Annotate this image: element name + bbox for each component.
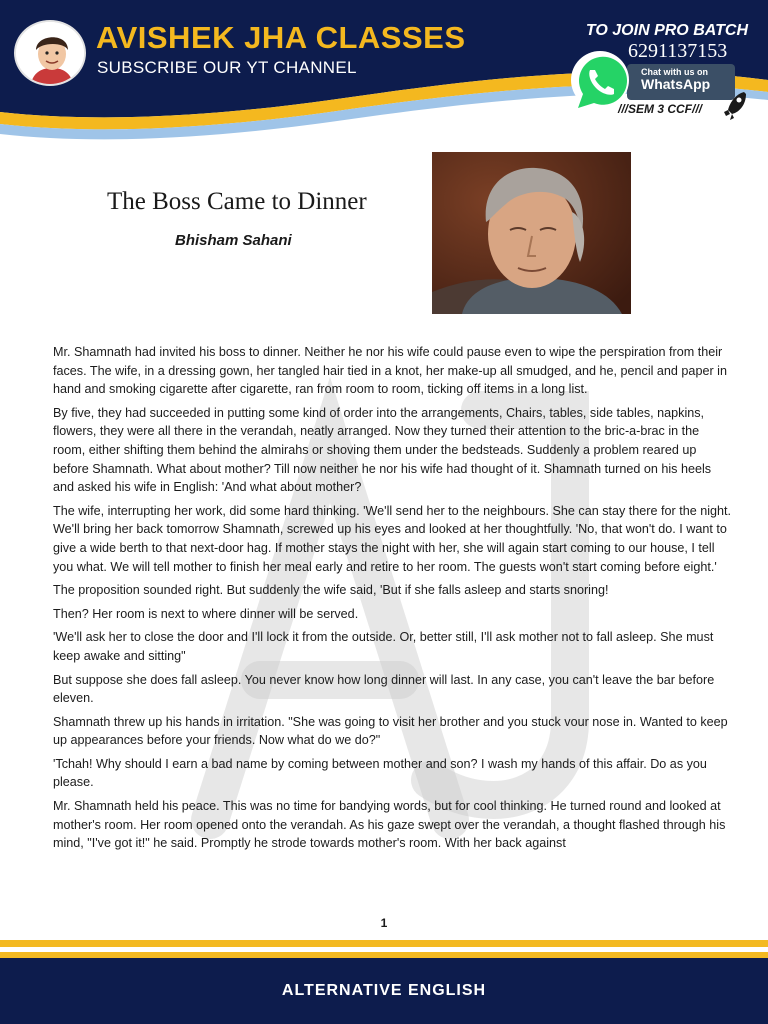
brand-title: AVISHEK JHA CLASSES bbox=[96, 20, 466, 55]
footer-banner bbox=[0, 940, 768, 1024]
semester-tag: ///SEM 3 CCF/// bbox=[618, 102, 703, 116]
paragraph: Mr. Shamnath held his peace. This was no time for bandying words, but for cool thinking. He turned round and looked at mother's room. Her room opened onto the verandah. As his gaze swept over the verandah, a thought flashed through his mind, "I've got it!" he said. Promptly he strode towards mother's room. With her back against bbox=[53, 799, 726, 851]
author-portrait bbox=[432, 152, 631, 314]
whatsapp-label: WhatsApp bbox=[641, 76, 711, 92]
rocket-icon bbox=[722, 90, 748, 122]
join-pro-batch-text: TO JOIN PRO BATCH bbox=[585, 22, 748, 39]
paragraph: The proposition sounded right. But suddenly the wife said, 'But if she falls asleep and starts snoring! bbox=[53, 583, 609, 598]
story-body bbox=[53, 343, 733, 858]
footer-label: ALTERNATIVE ENGLISH bbox=[281, 982, 487, 999]
phone-number[interactable]: 6291137153 bbox=[628, 40, 728, 62]
document-title: The Boss Came to Dinner bbox=[107, 188, 367, 215]
page-number: 1 bbox=[380, 916, 388, 930]
paragraph: But suppose she does fall asleep. You never know how long dinner will last. In any case, you can't leave the bar before eleven. bbox=[53, 672, 715, 706]
paragraph: Shamnath threw up his hands in irritation. "She was going to visit her brother and you stuck vour nose in. Wanted to keep up appearances before your friends. Now what do we do?" bbox=[53, 714, 728, 748]
whatsapp-chat-label: Chat with us on bbox=[641, 67, 708, 77]
header-banner bbox=[0, 0, 768, 150]
avatar-icon bbox=[14, 20, 86, 86]
paragraph: 'We'll ask her to close the door and I'll lock it from the outside. Or, better still, I'll ask mother not to fall asleep. She must keep awake and sitting" bbox=[53, 630, 714, 663]
document-author: Bhisham Sahani bbox=[175, 232, 292, 249]
brand-subtitle: SUBSCRIBE OUR YT CHANNEL bbox=[97, 58, 357, 77]
paragraph: By five, they had succeeded in putting some kind of order into the arrangements, Chairs, tables, side tables, napkins, flowers, they were all there in the verandah, neatly arranged. Now they turned their attention to the bric-a-brac in the room, either shifting them behind the almirahs or shoving them under the bedsteads. Suddenly a problem reared up before Shamnath. What about mother? Till now neither he nor his wife had thought of it. Shamnath turned on his heels and asked his wife in English: 'And what about mother? bbox=[53, 405, 712, 495]
whatsapp-badge[interactable] bbox=[627, 64, 735, 100]
paragraph: Then? Her room is next to where dinner will be served. bbox=[53, 606, 359, 621]
paragraph: The wife, interrupting her work, did some hard thinking. 'We'll send her to the neighbours. She can stay there for the night. We'll bring her back tomorrow Shamnath, screwed up his eyes and looked at her thoughtfully. 'No, that won't do. I want to give a wide berth to that next-door hag. If mother stays the night with her, she will again start coming to our house, I tell you what. We will tell mother to finish her meal early and retire to her room. The guests won't start coming before eight.' bbox=[53, 503, 732, 574]
paragraph: 'Tchah! Why should I earn a bad name by coming between mother and son? I wash my hands of this affair. Do as you please. bbox=[53, 756, 707, 790]
paragraph: Mr. Shamnath had invited his boss to dinner. Neither he nor his wife could pause even to wipe the perspiration from their faces. The wife, in a dressing gown, her tangled hair tied in a knot, her make-up all smudged, and he, pencil and paper in hand and smoking cigarette after cigarette, ran from room to room, ticking off items in a long list. bbox=[53, 345, 727, 397]
footer-stripe bbox=[0, 940, 768, 947]
